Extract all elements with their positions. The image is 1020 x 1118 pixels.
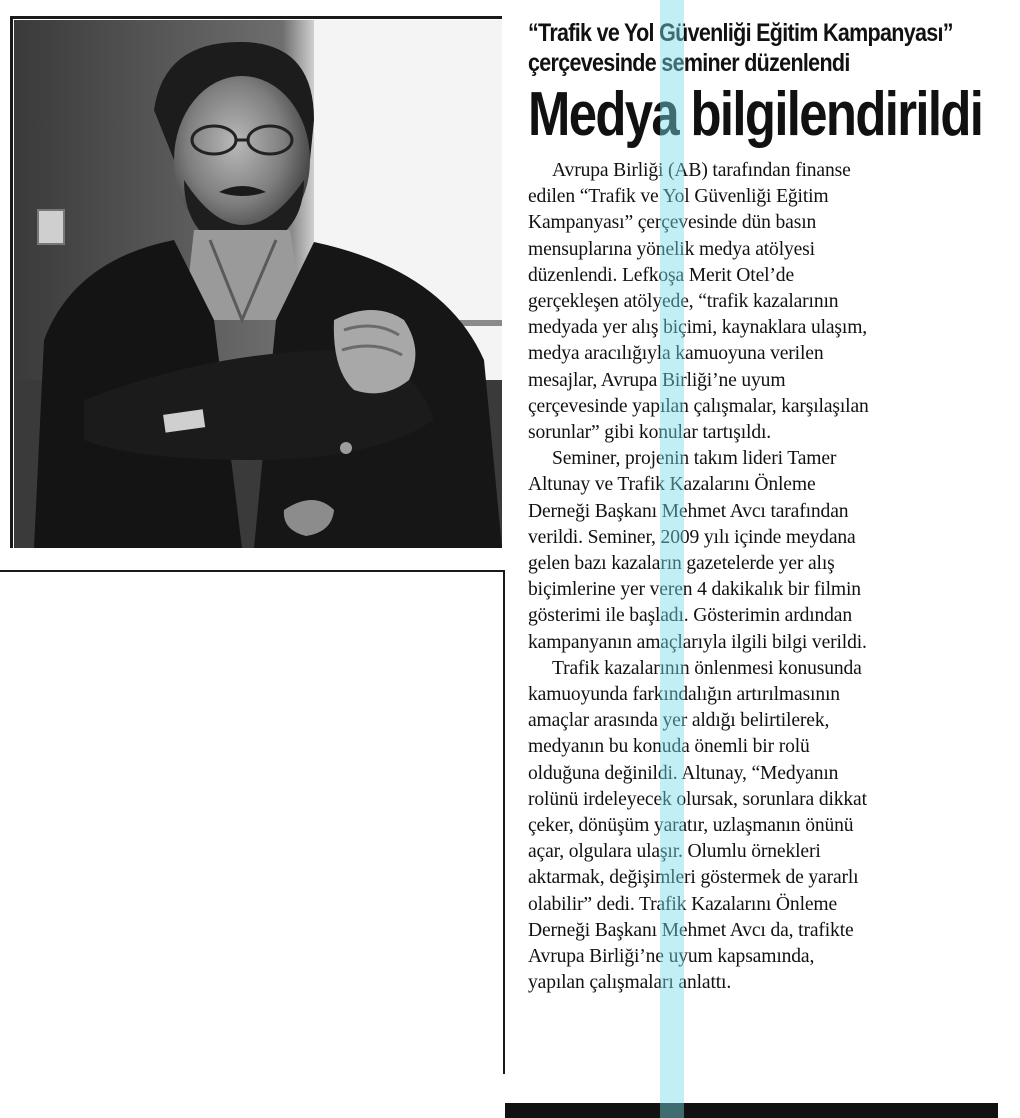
body-line: edilen “Trafik ve Yol Güvenliği Eğitim [528, 186, 829, 208]
body-line: çeker, dönüşüm yaratır, uzlaşmanın önünü [528, 815, 854, 837]
body-line: aktarmak, değişimleri göstermek de yararlı [528, 867, 859, 889]
body-line: açar, olgulara ulaşır. Olumlu örnekleri [528, 841, 821, 863]
body-line: medyanın bu konuda önemli bir rolü [528, 736, 810, 758]
body-line: verildi. Seminer, 2009 yılı içinde meydana [528, 526, 856, 548]
article-body [528, 158, 1004, 997]
body-line: medyada yer alış biçimi, kaynaklara ulaşım, [528, 317, 868, 339]
photo-bottom-rule [0, 570, 505, 572]
frame-top-rule [12, 16, 502, 19]
body-line: Trafik kazalarının önlenmesi konusunda [552, 657, 862, 679]
body-line: Altunay ve Trafik Kazalarını Önleme [528, 474, 816, 496]
kicker-line-2: çerçevesinde seminer düzenlendi [528, 49, 850, 77]
frame-left-rule [10, 16, 13, 548]
body-line: biçimlerine yer veren 4 dakikalık bir filmin [528, 579, 861, 601]
kicker-line-1: “Trafik ve Yol Güvenliği Eğitim Kampanyası” [528, 19, 953, 47]
body-line: gerçekleşen atölyede, “trafik kazalarının [528, 291, 839, 313]
body-line: olabilir” dedi. Trafik Kazalarını Önleme [528, 893, 838, 915]
paragraph-3 [528, 656, 1004, 997]
paragraph-1 [528, 158, 1004, 446]
headline: Medya bilgilendirildi [528, 80, 983, 149]
body-line: olduğuna değinildi. Altunay, “Medyanın [528, 762, 839, 784]
body-line: kampanyanın amaçlarıyla ilgili bilgi verildi. [528, 631, 867, 653]
news-photo [14, 20, 502, 548]
article [528, 18, 1004, 997]
body-line: kamuoyunda farkındalığın artırılmasının [528, 684, 840, 706]
body-line: mesajlar, Avrupa Birliği’ne uyum [528, 369, 786, 391]
column-left-rule [503, 572, 505, 1074]
body-line: gelen bazı kazaların gazetelerde yer alış [528, 553, 835, 575]
photo-illustration [14, 20, 502, 548]
paragraph-2 [528, 446, 1004, 656]
body-line: rolünü irdeleyecek olursak, sorunlara dikkat [528, 788, 867, 810]
body-line: Kampanyası” çerçevesinde dün basın [528, 212, 817, 234]
body-line: gösterimi ile başladı. Gösterimin ardından [528, 605, 853, 627]
body-line: yapılan çalışmaları anlattı. [528, 972, 732, 994]
body-line: çerçevesinde yapılan çalışmalar, karşılaşılan [528, 395, 869, 417]
body-line: mensuplarına yönelik medya atölyesi [528, 238, 815, 260]
bottom-black-bar [505, 1103, 998, 1118]
body-line: sorunlar” gibi konular tartışıldı. [528, 422, 772, 444]
body-line: Avrupa Birliği (AB) tarafından finanse [552, 160, 851, 181]
body-line: Derneği Başkanı Mehmet Avcı da, trafikte [528, 919, 854, 941]
body-line: Avrupa Birliği’ne uyum kapsamında, [528, 946, 815, 968]
body-line: Seminer, projenin takım lideri Tamer [552, 448, 837, 470]
body-line: medya aracılığıyla kamuoyuna verilen [528, 343, 824, 365]
body-line: düzenlendi. Lefkoşa Merit Otel’de [528, 264, 794, 286]
body-line: amaçlar arasında yer aldığı belirtilerek, [528, 710, 830, 732]
body-line: Derneği Başkanı Mehmet Avcı tarafından [528, 500, 849, 522]
